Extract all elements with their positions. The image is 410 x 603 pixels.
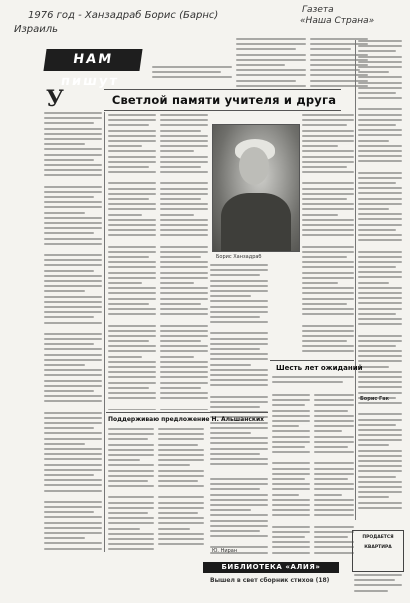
column-divider <box>104 112 105 552</box>
handwritten-note-date: 1976 год - Ханзадраб Борис (Барнс) <box>28 10 219 21</box>
article-column-4 <box>210 264 268 474</box>
subarticle-title: Шесть лет ожиданий <box>276 364 363 372</box>
drop-cap: У <box>46 86 64 112</box>
ad-line-1: ПРОДАЕТСЯ <box>362 535 394 540</box>
article-column-5 <box>302 114 354 354</box>
handwritten-note-paper: Газета <box>302 5 334 15</box>
article-text-block <box>152 66 232 84</box>
column-divider <box>355 40 356 520</box>
portrait-photo <box>212 124 300 252</box>
classified-ad <box>352 530 404 572</box>
handwritten-note-country: Израиль <box>14 24 59 35</box>
section-masthead: НАМ пишут <box>43 49 142 71</box>
divider <box>106 412 268 413</box>
photo-face <box>239 147 269 185</box>
library-subtitle: Вышел в свет сборник стихов (18) <box>210 577 330 584</box>
subarticle-author: Ю. Ниран <box>212 548 238 554</box>
library-banner: БИБЛИОТЕКА «АЛИЯ» <box>203 562 339 573</box>
subarticle-title: Поддерживаю предложение Н. Альшанских <box>108 416 265 423</box>
photo-caption: Борис Ханзадраб <box>216 254 262 260</box>
ad-line-2: КВАРТИРА <box>364 545 392 550</box>
divider <box>270 360 354 361</box>
handwritten-note-paper-name: «Наша Страна» <box>300 16 375 26</box>
article-text-block <box>236 38 306 90</box>
subarticle-column-1 <box>108 428 154 556</box>
article-column-6 <box>358 40 402 510</box>
subarticle-column-2 <box>314 394 354 554</box>
ad-details <box>354 574 402 596</box>
article-column-2 <box>108 114 156 410</box>
subarticle-column-2 <box>158 428 204 556</box>
divider <box>104 110 341 111</box>
photo-body <box>221 193 291 251</box>
article-headline: Светлой памяти учителя и друга <box>111 93 337 107</box>
subarticle-column-3 <box>210 478 268 556</box>
article-column-3 <box>160 114 208 410</box>
subarticle-lede <box>272 376 354 390</box>
divider <box>104 89 341 90</box>
subarticle-column-1 <box>272 394 310 554</box>
article-signature: Борис Гак <box>360 396 389 402</box>
article-column-1 <box>44 112 102 552</box>
